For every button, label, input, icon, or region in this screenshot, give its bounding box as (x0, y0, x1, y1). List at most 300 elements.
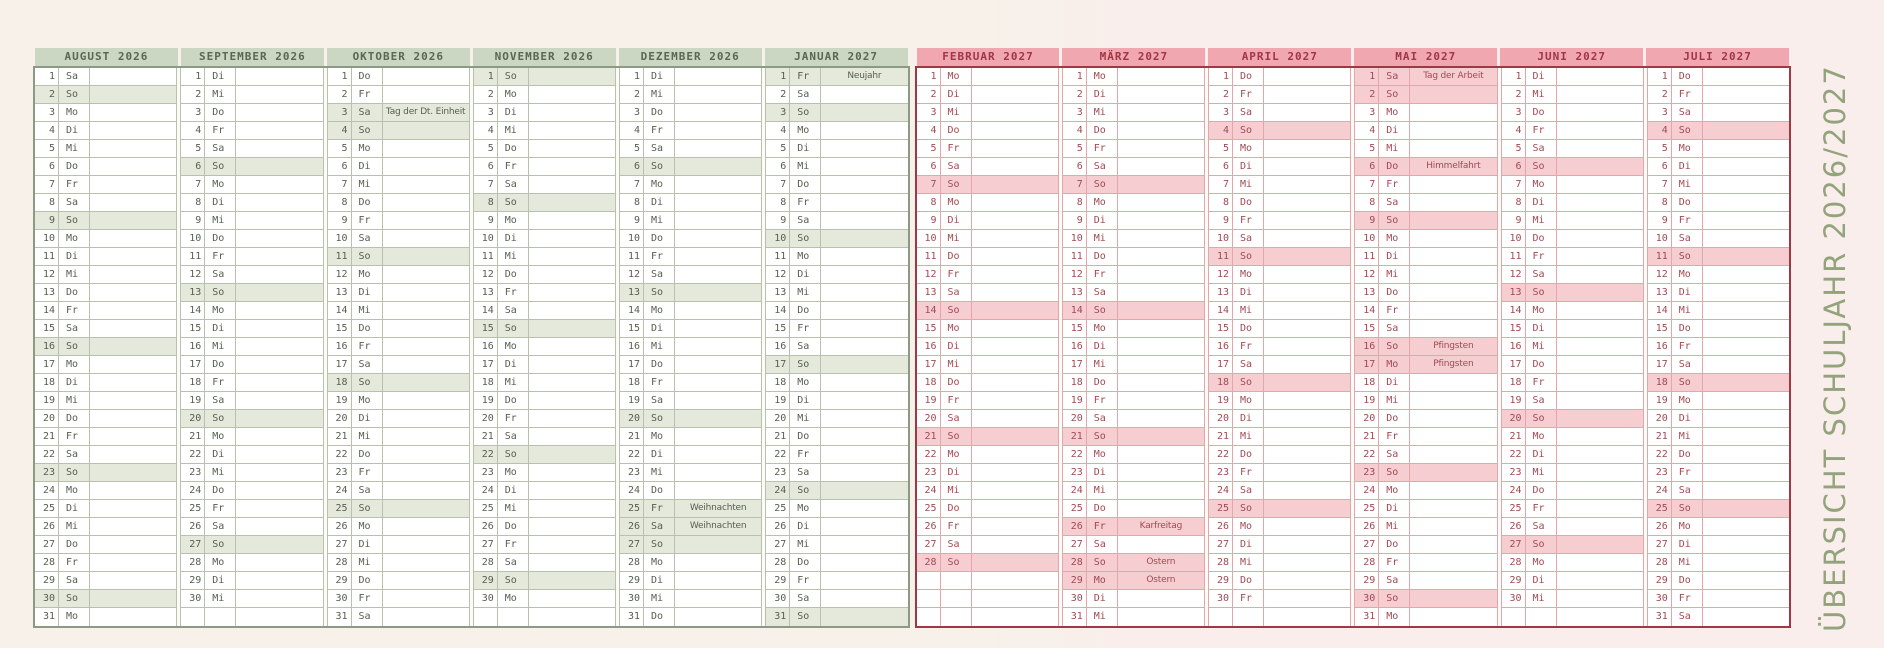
day-number: 15 (35, 320, 59, 337)
day-weekday: Do (498, 140, 529, 157)
day-weekday: Do (644, 230, 675, 247)
day-weekday: Do (1233, 68, 1264, 85)
day-number: 14 (1355, 302, 1379, 319)
day-number: 16 (1648, 338, 1672, 355)
day-number: 1 (1648, 68, 1672, 85)
day-weekday: Mo (59, 356, 90, 373)
day-row (181, 338, 322, 356)
day-row (766, 230, 907, 248)
day-row (1502, 500, 1643, 518)
day-number: 15 (474, 320, 498, 337)
day-row (766, 374, 907, 392)
day-weekday: So (1233, 500, 1264, 517)
day-weekday: Sa (1087, 410, 1118, 427)
day-number: 13 (1355, 284, 1379, 301)
day-row (917, 446, 1058, 464)
day-note (1703, 284, 1789, 301)
day-weekday: Di (941, 86, 972, 103)
day-note (236, 536, 322, 553)
day-note (90, 302, 176, 319)
day-weekday: Do (205, 356, 236, 373)
day-row (1063, 248, 1204, 266)
day-weekday: Fr (352, 86, 383, 103)
day-number: 7 (1063, 176, 1087, 193)
day-row (1209, 572, 1350, 590)
day-number: 25 (917, 500, 941, 517)
day-note (1118, 608, 1204, 626)
day-note (1264, 284, 1350, 301)
day-weekday: Mo (941, 68, 972, 85)
day-weekday: Do (1379, 536, 1410, 553)
day-number: 5 (917, 140, 941, 157)
day-weekday: Sa (1379, 68, 1410, 85)
day-number: 4 (620, 122, 644, 139)
day-note (529, 338, 615, 355)
day-note (90, 320, 176, 337)
day-note (236, 518, 322, 535)
day-note (90, 428, 176, 445)
day-weekday: Mo (1233, 392, 1264, 409)
day-number: 31 (35, 608, 59, 626)
day-weekday: Fr (1672, 338, 1703, 355)
day-weekday: Mi (1379, 392, 1410, 409)
day-number: 12 (1209, 266, 1233, 283)
day-note (972, 338, 1058, 355)
day-number: 23 (1502, 464, 1526, 481)
day-row (1502, 374, 1643, 392)
day-weekday: Mi (790, 158, 821, 175)
day-number: 3 (1209, 104, 1233, 121)
day-row (1209, 392, 1350, 410)
day-note (90, 410, 176, 427)
day-weekday: Fr (1526, 122, 1557, 139)
day-note (1410, 518, 1496, 535)
day-row (474, 122, 615, 140)
day-note (821, 212, 907, 229)
day-note (90, 230, 176, 247)
day-number: 6 (766, 158, 790, 175)
day-number: 22 (181, 446, 205, 463)
day-note (675, 284, 761, 301)
day-row (474, 374, 615, 392)
day-number: 26 (917, 518, 941, 535)
day-weekday: Di (498, 104, 529, 121)
day-row (474, 392, 615, 410)
month-header: MÄRZ 2027 (1062, 48, 1205, 66)
day-row (766, 176, 907, 194)
day-weekday: Do (644, 356, 675, 373)
day-weekday: Mi (498, 248, 529, 265)
day-number: 20 (181, 410, 205, 427)
day-weekday: Mi (205, 338, 236, 355)
day-note (1557, 140, 1643, 157)
month-column (473, 68, 616, 626)
day-note (972, 248, 1058, 265)
day-number: 22 (328, 446, 352, 463)
day-note (529, 572, 615, 589)
day-number: 9 (474, 212, 498, 229)
day-number: 11 (1209, 248, 1233, 265)
day-row (917, 482, 1058, 500)
day-note (1410, 482, 1496, 499)
day-number: 13 (1063, 284, 1087, 301)
day-weekday: Di (1233, 158, 1264, 175)
day-weekday: Mo (1672, 518, 1703, 535)
day-number: 27 (474, 536, 498, 553)
day-number: 21 (620, 428, 644, 445)
day-weekday: Fr (498, 284, 529, 301)
day-weekday: Do (205, 104, 236, 121)
day-row (1209, 248, 1350, 266)
day-note (529, 248, 615, 265)
day-number: 21 (1648, 428, 1672, 445)
day-note (1557, 590, 1643, 607)
day-weekday: Mi (1379, 140, 1410, 157)
day-weekday: Do (790, 554, 821, 571)
day-row (766, 68, 907, 86)
day-note (1264, 428, 1350, 445)
day-number: 2 (1648, 86, 1672, 103)
day-weekday: Fr (352, 338, 383, 355)
day-weekday: Mo (1526, 428, 1557, 445)
day-weekday: Mo (790, 248, 821, 265)
day-number: 22 (917, 446, 941, 463)
day-weekday: Mo (644, 176, 675, 193)
day-row (181, 68, 322, 86)
day-weekday: Fr (941, 518, 972, 535)
day-note (383, 176, 469, 193)
day-number: 9 (620, 212, 644, 229)
day-note (1703, 338, 1789, 355)
day-row (1648, 428, 1789, 446)
day-row (1063, 356, 1204, 374)
day-weekday: Sa (1526, 266, 1557, 283)
day-note (821, 572, 907, 589)
day-weekday: Di (644, 68, 675, 85)
day-row (328, 284, 469, 302)
day-note (972, 284, 1058, 301)
day-note (1118, 284, 1204, 301)
day-weekday: Mo (1233, 140, 1264, 157)
day-number: 6 (1502, 158, 1526, 175)
day-row (917, 392, 1058, 410)
day-row (328, 248, 469, 266)
day-number: 21 (181, 428, 205, 445)
day-row (766, 338, 907, 356)
day-row (620, 86, 761, 104)
day-weekday: Mo (1087, 68, 1118, 85)
day-number: 17 (1209, 356, 1233, 373)
day-note (236, 284, 322, 301)
day-note (1703, 464, 1789, 481)
day-weekday: Sa (1233, 482, 1264, 499)
day-row (917, 68, 1058, 86)
day-note (383, 230, 469, 247)
day-row (181, 536, 322, 554)
day-weekday: Di (205, 320, 236, 337)
day-row (474, 482, 615, 500)
day-row (1355, 410, 1496, 428)
day-weekday: Mo (1379, 104, 1410, 121)
day-row (328, 302, 469, 320)
day-number: 30 (35, 590, 59, 607)
day-note (821, 590, 907, 607)
day-note (236, 104, 322, 121)
day-row (181, 590, 322, 608)
day-number: 11 (1355, 248, 1379, 265)
day-weekday: Sa (1526, 392, 1557, 409)
day-number: 24 (35, 482, 59, 499)
day-weekday: So (1672, 500, 1703, 517)
day-note (1118, 590, 1204, 607)
day-number: 24 (917, 482, 941, 499)
day-weekday: Di (1672, 284, 1703, 301)
day-note (1410, 194, 1496, 211)
day-number: 1 (1063, 68, 1087, 85)
day-row (1502, 590, 1643, 608)
day-weekday: Di (1526, 68, 1557, 85)
day-note (675, 212, 761, 229)
day-weekday: Di (790, 392, 821, 409)
day-weekday: So (352, 500, 383, 517)
day-weekday: Fr (59, 428, 90, 445)
day-number: 16 (1063, 338, 1087, 355)
day-note (1703, 68, 1789, 85)
day-number: 20 (620, 410, 644, 427)
day-row (1355, 464, 1496, 482)
day-weekday: Sa (1526, 140, 1557, 157)
day-number: 10 (1502, 230, 1526, 247)
day-weekday: Sa (1087, 158, 1118, 175)
day-weekday: Mo (59, 104, 90, 121)
day-weekday: Sa (941, 410, 972, 427)
day-note (1264, 446, 1350, 463)
day-note (1264, 338, 1350, 355)
day-weekday: Do (498, 266, 529, 283)
day-row (766, 86, 907, 104)
day-weekday: Di (790, 518, 821, 535)
month-column (917, 68, 1059, 626)
day-number: 5 (328, 140, 352, 157)
day-weekday: Sa (1379, 320, 1410, 337)
day-row (1209, 590, 1350, 608)
day-row (1209, 338, 1350, 356)
day-weekday: So (941, 176, 972, 193)
day-weekday: Di (1379, 374, 1410, 391)
day-number: 9 (328, 212, 352, 229)
day-number: 20 (328, 410, 352, 427)
day-weekday: Mi (941, 230, 972, 247)
day-number: 16 (35, 338, 59, 355)
day-note (1410, 266, 1496, 283)
day-row (917, 284, 1058, 302)
day-row (474, 68, 615, 86)
day-note (675, 338, 761, 355)
day-row (1209, 482, 1350, 500)
day-number: 15 (1648, 320, 1672, 337)
day-note (1264, 122, 1350, 139)
day-row (1648, 572, 1789, 590)
day-number: 20 (1502, 410, 1526, 427)
day-weekday: Fr (205, 122, 236, 139)
day-weekday: So (790, 482, 821, 499)
day-note (529, 428, 615, 445)
day-row (35, 266, 176, 284)
day-number: 26 (766, 518, 790, 535)
day-row (181, 320, 322, 338)
day-row (1648, 176, 1789, 194)
month-column (765, 68, 907, 626)
day-note (1557, 536, 1643, 553)
day-weekday: Mi (1233, 176, 1264, 193)
day-row (620, 356, 761, 374)
day-note (529, 464, 615, 481)
day-weekday: Mo (1526, 554, 1557, 571)
day-note (529, 554, 615, 571)
day-number: 4 (766, 122, 790, 139)
day-number: 25 (1063, 500, 1087, 517)
day-weekday: Di (59, 374, 90, 391)
day-number: 15 (620, 320, 644, 337)
day-row (917, 194, 1058, 212)
day-number: 30 (1209, 590, 1233, 607)
day-weekday: Do (1672, 194, 1703, 211)
day-row (35, 284, 176, 302)
day-note (1410, 392, 1496, 409)
day-note (972, 104, 1058, 121)
day-number: 23 (1063, 464, 1087, 481)
day-note (90, 158, 176, 175)
month-header: JULI 2027 (1646, 48, 1789, 66)
day-note (1264, 392, 1350, 409)
day-weekday: Fr (498, 536, 529, 553)
day-weekday: So (498, 320, 529, 337)
day-weekday: Mo (352, 140, 383, 157)
day-weekday: Mo (941, 194, 972, 211)
day-note (90, 356, 176, 373)
day-number: 10 (1063, 230, 1087, 247)
day-row (1063, 446, 1204, 464)
day-number: 25 (35, 500, 59, 517)
day-weekday: Mi (352, 176, 383, 193)
day-note: Neujahr (847, 71, 882, 81)
day-weekday: Di (941, 212, 972, 229)
day-weekday: Mi (644, 338, 675, 355)
day-note (1264, 572, 1350, 589)
day-row (766, 500, 907, 518)
day-note (1557, 302, 1643, 319)
day-weekday: Mo (498, 212, 529, 229)
day-row (474, 464, 615, 482)
day-note (821, 140, 907, 157)
day-number: 18 (1063, 374, 1087, 391)
day-weekday: So (790, 230, 821, 247)
day-note (972, 158, 1058, 175)
day-row (620, 122, 761, 140)
day-number: 22 (1209, 446, 1233, 463)
day-note (236, 464, 322, 481)
day-note (383, 68, 469, 85)
day-number: 23 (1209, 464, 1233, 481)
day-note (383, 356, 469, 373)
day-number: 2 (474, 86, 498, 103)
day-row (1355, 248, 1496, 266)
day-note (529, 536, 615, 553)
day-number: 18 (1355, 374, 1379, 391)
day-weekday: Fr (1087, 140, 1118, 157)
day-row (1063, 122, 1204, 140)
day-weekday: Do (205, 482, 236, 499)
day-number: 14 (1063, 302, 1087, 319)
month-header: SEPTEMBER 2026 (181, 48, 324, 66)
day-row (1063, 608, 1204, 626)
day-weekday: Do (1526, 482, 1557, 499)
day-weekday: Sa (352, 230, 383, 247)
day-weekday: Mo (1526, 176, 1557, 193)
day-note (675, 374, 761, 391)
day-weekday: Do (1672, 68, 1703, 85)
day-weekday: Fr (644, 248, 675, 265)
day-number: 25 (181, 500, 205, 517)
day-weekday: Fr (1233, 212, 1264, 229)
day-note (90, 572, 176, 589)
day-note (1703, 410, 1789, 427)
day-note (383, 212, 469, 229)
day-number: 27 (1648, 536, 1672, 553)
day-weekday: Sa (205, 140, 236, 157)
day-number: 28 (917, 554, 941, 571)
day-weekday: Mi (1233, 554, 1264, 571)
day-row (1648, 608, 1789, 626)
day-row (1355, 572, 1496, 590)
day-number: 26 (1355, 518, 1379, 535)
day-note (1410, 122, 1496, 139)
day-weekday: So (352, 122, 383, 139)
day-row (1648, 446, 1789, 464)
day-weekday: Fr (790, 194, 821, 211)
day-number: 23 (1648, 464, 1672, 481)
day-weekday: So (644, 284, 675, 301)
day-note (236, 482, 322, 499)
day-weekday: So (1672, 374, 1703, 391)
day-row (620, 158, 761, 176)
day-row (620, 518, 761, 536)
day-note (1118, 500, 1204, 517)
day-number: 22 (1502, 446, 1526, 463)
day-row (620, 320, 761, 338)
month-column (1501, 68, 1644, 626)
month-column (1647, 68, 1789, 626)
day-number: 7 (1502, 176, 1526, 193)
day-note (236, 428, 322, 445)
day-row (328, 590, 469, 608)
day-number: 21 (1209, 428, 1233, 445)
day-weekday: Di (205, 572, 236, 589)
day-number: 28 (1355, 554, 1379, 571)
day-row (1648, 284, 1789, 302)
day-row (1063, 194, 1204, 212)
day-row (1355, 122, 1496, 140)
day-note (675, 140, 761, 157)
day-row (917, 554, 1058, 572)
day-number: 10 (917, 230, 941, 247)
day-number: 31 (328, 608, 352, 626)
day-weekday: So (59, 338, 90, 355)
day-number: 9 (1648, 212, 1672, 229)
day-weekday: Mi (352, 428, 383, 445)
day-weekday: Sa (205, 266, 236, 283)
day-number: 30 (1063, 590, 1087, 607)
